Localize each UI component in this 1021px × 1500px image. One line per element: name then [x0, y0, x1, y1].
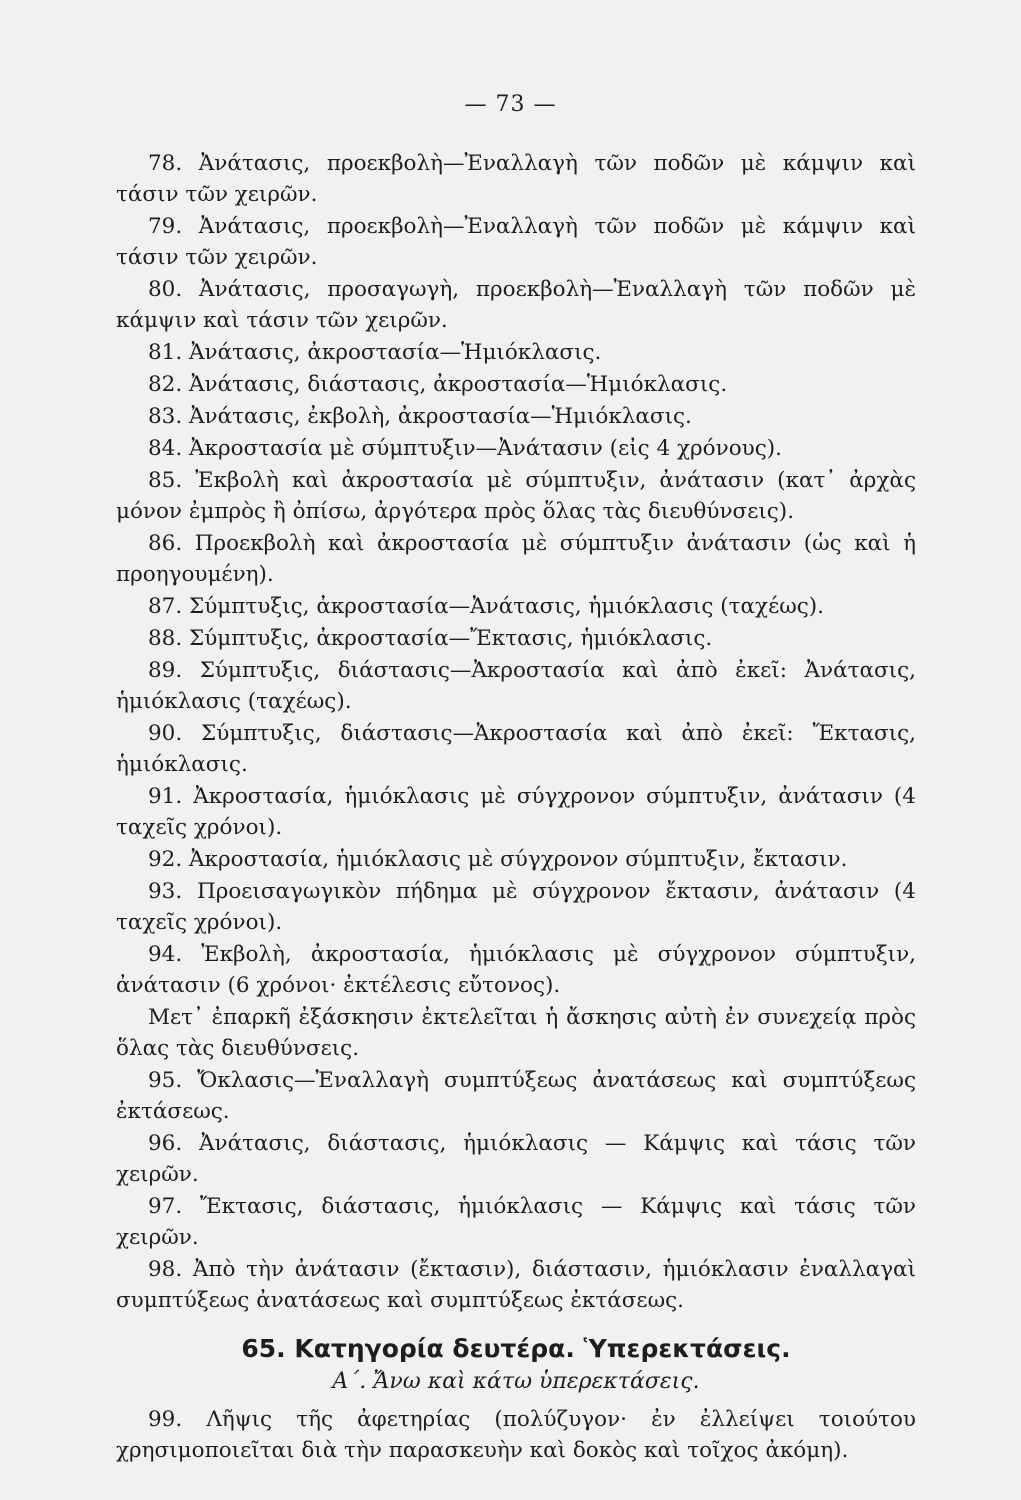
page-content [116, 148, 916, 1467]
exercise-paragraph: 79. Ἀνάτασις, προεκβολὴ—Ἐναλλαγὴ τῶν ποδῶν μὲ κάμψιν καὶ τάσιν τῶν χειρῶν. [116, 214, 916, 270]
exercise-paragraph: 87. Σύμπτυξις, ἀκροστασία—Ἀνάτασις, ἡμιόκλασις (ταχέως). [148, 594, 825, 619]
exercise-paragraph: Μετ᾽ ἐπαρκῆ ἐξάσκησιν ἐκτελεῖται ἡ ἄσκησις αὐτὴ ἐν συνεχείᾳ πρὸς ὅλας τὰς διευθύνσεις. [116, 1005, 916, 1061]
exercise-list-continued [116, 1404, 916, 1466]
exercise-list [116, 148, 916, 1316]
section-heading: 65. Κατηγορία δευτέρα. Ὑπερεκτάσεις. [241, 1334, 791, 1363]
exercise-paragraph: 92. Ἀκροστασία, ἡμιόκλασις μὲ σύγχρονον σύμπτυξιν, ἔκτασιν. [148, 847, 848, 872]
exercise-paragraph: 89. Σύμπτυξις, διάστασις—Ἀκροστασία καὶ ἀπὸ ἐκεῖ: Ἀνάτασις, ἡμιόκλασις (ταχέως). [116, 658, 916, 714]
subsection-heading: Α΄. Ἄνω καὶ κάτω ὑπερεκτάσεις. [332, 1369, 700, 1394]
exercise-paragraph: 81. Ἀνάτασις, ἀκροστασία—Ἡμιόκλασις. [148, 340, 602, 365]
exercise-paragraph: 90. Σύμπτυξις, διάστασις—Ἀκροστασία καὶ ἀπὸ ἐκεῖ: Ἔκτασις, ἡμιόκλασις. [116, 721, 916, 777]
exercise-paragraph: 88. Σύμπτυξις, ἀκροστασία—Ἔκτασις, ἡμιόκλασις. [148, 626, 713, 651]
page-number: — 73 — [464, 92, 557, 117]
exercise-paragraph: 99. Λῆψις τῆς ἀφετηρίας (πολύζυγον· ἐν ἐλλείψει τοιούτου χρησιμοποιεῖται διὰ τὴν παρασκευὴν καὶ δοκὸς καὶ τοῖχος ἀκόμη). [116, 1407, 916, 1463]
exercise-paragraph: 85. Ἐκβολὴ καὶ ἀκροστασία μὲ σύμπτυξιν, ἀνάτασιν (κατ᾽ ἀρχὰς μόνον ἐμπρὸς ἢ ὀπίσω, ἀργότερα πρὸς ὅλας τὰς διευθύνσεις). [116, 468, 916, 524]
exercise-paragraph: 97. Ἔκτασις, διάστασις, ἡμιόκλασις — Κάμψις καὶ τάσις τῶν χειρῶν. [116, 1194, 916, 1250]
exercise-paragraph: 93. Προεισαγωγικὸν πήδημα μὲ σύγχρονον ἔκτασιν, ἀνάτασιν (4 ταχεῖς χρόνοι). [116, 879, 916, 935]
exercise-paragraph: 80. Ἀνάτασις, προσαγωγὴ, προεκβολὴ—Ἐναλλαγὴ τῶν ποδῶν μὲ κάμψιν καὶ τάσιν τῶν χειρῶν. [116, 277, 916, 333]
exercise-paragraph: 86. Προεκβολὴ καὶ ἀκροστασία μὲ σύμπτυξιν ἀνάτασιν (ὡς καὶ ἡ προηγουμένη). [116, 531, 916, 587]
exercise-paragraph: 78. Ἀνάτασις, προεκβολὴ—Ἐναλλαγὴ τῶν ποδῶν μὲ κάμψιν καὶ τάσιν τῶν χειρῶν. [116, 151, 916, 207]
exercise-paragraph: 94. Ἐκβολὴ, ἀκροστασία, ἡμιόκλασις μὲ σύγχρονον σύμπτυξιν, ἀνάτασιν (6 χρόνοι· ἐκτέλεσις εὔτονος). [116, 942, 916, 998]
exercise-paragraph: 83. Ἀνάτασις, ἐκβολὴ, ἀκροστασία—Ἡμιόκλασις. [148, 404, 692, 429]
exercise-paragraph: 98. Ἀπὸ τὴν ἀνάτασιν (ἔκτασιν), διάστασιν, ἡμιόκλασιν ἐναλλαγαὶ συμπτύξεως ἀνατάσεως καὶ συμπτύξεως ἐκτάσεως. [116, 1257, 916, 1313]
exercise-paragraph: 82. Ἀνάτασις, διάστασις, ἀκροστασία—Ἡμιόκλασις. [148, 372, 728, 397]
exercise-paragraph: 84. Ἀκροστασία μὲ σύμπτυξιν—Ἀνάτασιν (εἰς 4 χρόνους). [148, 436, 782, 461]
exercise-paragraph: 95. Ὄκλασις—Ἐναλλαγὴ συμπτύξεως ἀνατάσεως καὶ συμπτύξεως ἐκτάσεως. [116, 1068, 916, 1124]
exercise-paragraph: 91. Ἀκροστασία, ἡμιόκλασις μὲ σύγχρονον σύμπτυξιν, ἀνάτασιν (4 ταχεῖς χρόνοι). [116, 784, 916, 840]
exercise-paragraph: 96. Ἀνάτασις, διάστασις, ἡμιόκλασις — Κάμψις καὶ τάσις τῶν χειρῶν. [116, 1131, 916, 1187]
